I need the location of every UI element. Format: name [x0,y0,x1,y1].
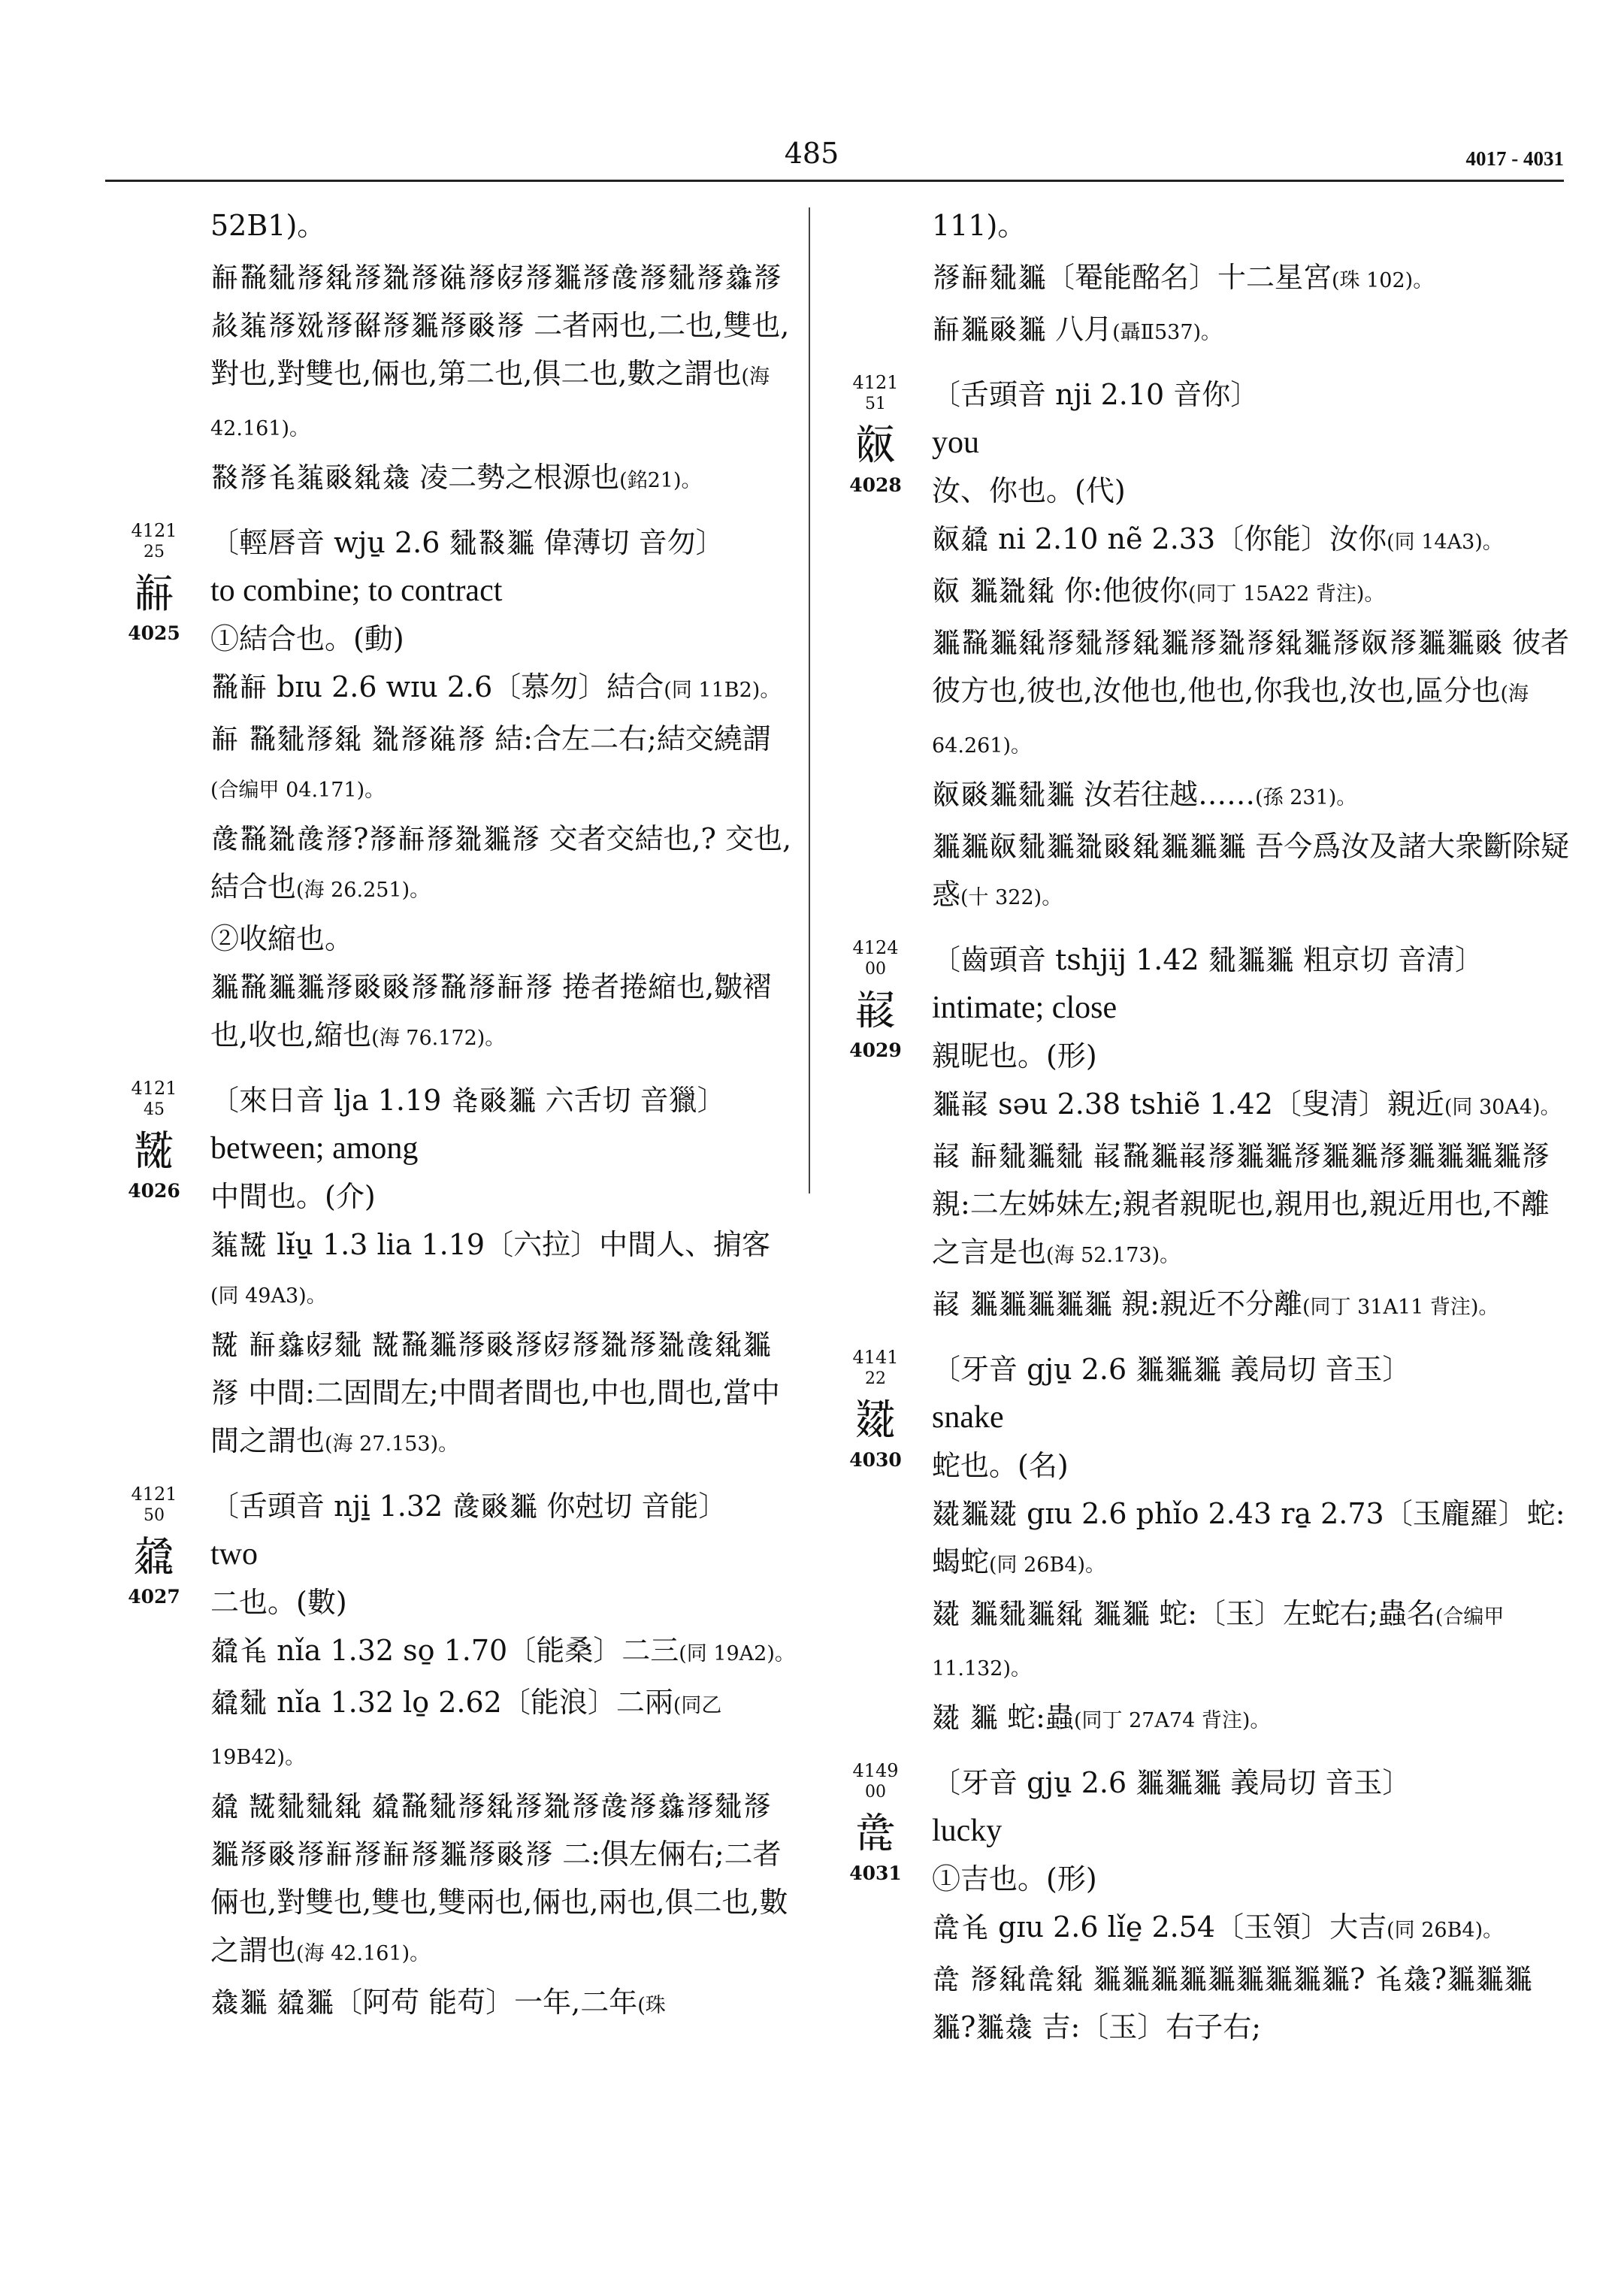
example-line: 𘕊𘙇 nǐa 1.32 lo̱ 2.62〔能浪〕二兩(同乙 19B42)。 [210,1686,722,1769]
example-line: 𘐛𘜸𘐛𘊝𘃡𘙇𘃡𘊝𘐛𘃡𘐓𘃡𘊝𘐛𘃡𘕛𘃡𘐛𘐛𘓱 彼者彼方也,彼也,汝他也,他也,你我也,汝也,區分也(海 64.261)。 [932,626,1570,758]
definition-line: 汝、你也。(代) [932,474,1126,507]
example-line: 𘕣 𘕋𘙇𘐛𘙇 𘕣𘜸𘐛𘕣𘃡𘐛𘐛𘃡𘐛𘐛𘃡𘐛𘐛𘐛𘐛𘃡 親:二左姊妹左;親者親昵也,親用也,親近用也,不離之言是也(海 52.173)。 [932,1139,1550,1269]
entry-code-sub: 51 [865,395,886,413]
entry-margin [105,1076,203,1203]
example-line: 𘕋 𘜸𘙇𘃡𘊝 𘐓𘃡𘌽𘃡 結:合左二右;結交繞謂(合编甲 04.171)。 [210,722,771,802]
example-line: 𘎑𘐛 𘕊𘐛〔阿苟 能苟〕一年,二年(珠 [210,1986,666,2019]
dictionary-entry [827,1759,1574,2055]
text-line: 111)。 [932,209,1027,242]
english-gloss: two [210,1537,258,1572]
entry-body [932,1759,1574,2055]
entry-margin [827,1759,924,1885]
entry-number: 4027 [128,1586,180,1608]
example-line: 𘕛 𘐛𘐓𘊝 你:他彼你(同丁 15A22 背注)。 [932,574,1385,607]
entry-number: 4026 [128,1180,180,1202]
example-line: 𘕛𘕊 ni 2.10 nẽ 2.33〔你能〕汝你(同 14A3)。 [932,522,1503,555]
example-line: 𘕚 𘕋𘗂𘊴𘙇 𘕚𘜸𘐛𘃡𘓱𘃡𘊴𘃡𘐓𘃡𘐓𘖪𘊝𘐛𘃡 中間:二固間左;中間者間也,中也,間也,當中間之謂也(海 27.153)。 [210,1328,780,1457]
entry-number: 4025 [128,622,180,644]
left-continuation [105,201,797,505]
headword-glyph: 𘖝 [854,1809,897,1858]
pronunciation-line: 〔舌頭音 nji̱ 1.32 𘖪𘓱𘐛 你尅切 音能〕 [210,1490,727,1523]
english-gloss: between; among [210,1131,419,1166]
entry-body [210,1076,797,1469]
dictionary-entry [105,1482,797,2030]
dictionary-entry [827,1345,1574,1745]
text-line: 𘃡𘕋𘙇𘐛〔罨能酩名〕十二星宮(珠 102)。 [932,261,1434,294]
dictionary-entry [827,371,1574,922]
entry-code-sub: 25 [144,543,165,561]
entry-number: 4030 [849,1449,902,1471]
definition-line: 中間也。(介) [210,1180,376,1213]
example-line: 𘕊𘍐 nǐa 1.32 so̱ 1.70〔能桑〕二三(同 19A2)。 [210,1634,795,1667]
right-column [827,201,1574,2055]
pronunciation-line: 〔舌頭音 nji 2.10 音你〕 [932,378,1260,411]
text-line: 𘕋𘐛𘓱𘐛 八月(聶Ⅱ537)。 [932,313,1222,346]
dictionary-entry [105,519,797,1063]
definition-line: 二也。(數) [210,1586,347,1619]
entry-range: 4017 - 4031 [1465,147,1564,170]
headword-glyph: 𘖕 [854,1396,897,1445]
entry-code: 4124 [852,937,899,958]
entry-code: 4121 [131,1078,177,1099]
headword-glyph: 𘕣 [854,986,897,1035]
entry-code-sub: 22 [865,1369,886,1388]
example-line: 𘖪𘜸𘐓𘖪𘃡?𘃡𘕋𘃡𘐓𘐛𘃡 交者交結也,? 交也,結合也(海 26.251)。 [210,822,792,903]
text-line: 𘕋𘜸𘙇𘃡𘊝𘃡𘐓𘃡𘌽𘃡𘊴𘃡𘐛𘃡𘖪𘃡𘙇𘃡𘗂𘃡𘉅𘐇𘃡𘋩𘃡𘇂𘃡𘐛𘃡𘓱𘃡 二者兩也,二也,雙也,對也,對雙也,倆也,第二也,俱二也,數之謂也(海 42.161)。 [210,261,790,440]
pronunciation-line: 〔牙音 gju̱ 2.6 𘐛𘐛𘐛 義局切 音玉〕 [932,1766,1411,1799]
example-line: 𘕣 𘐛𘐛𘐛𘐛𘐛 親:親近不分離(同丁 31A11 背注)。 [932,1287,1499,1321]
example-line: 𘖝 𘃡𘊝𘖝𘊝 𘐛𘐛𘐛𘐛𘐛𘐛𘐛𘐛𘐛? 𘍐𘎑?𘐛𘐛𘐛𘐛?𘐛𘎑 吉:〔玉〕右子右; [932,1962,1532,2044]
entry-margin [827,371,924,497]
entry-body [932,371,1574,922]
entry-margin [105,1482,203,1608]
entry-code: 4149 [852,1760,899,1781]
example-line: 𘕊 𘕚𘙇𘙇𘊝 𘕊𘜸𘙇𘃡𘊝𘃡𘐓𘃡𘖪𘃡𘗂𘃡𘙇𘃡𘐛𘃡𘓱𘃡𘕋𘃡𘕋𘃡𘐛𘃡𘓱𘃡 二:俱左倆右;二者倆也,對雙也,雙也,雙兩也,倆也,兩也,俱二也,數之謂也(海 42.161)。 [210,1789,788,1967]
definition-line: 親昵也。(形) [932,1039,1097,1072]
english-gloss: to combine; to contract [210,573,503,608]
english-gloss: lucky [932,1814,1003,1848]
entry-body [210,1482,797,2030]
entry-body [932,936,1574,1332]
page-number: 485 [784,137,839,170]
example-line: 𘐛𘐛𘕛𘙇𘐛𘐓𘓱𘊝𘐛𘐛𘐛 吾今爲汝及諸大衆斷除疑惑(十 322)。 [932,830,1570,911]
dictionary-entry [105,1076,797,1469]
example-line: 𘖕 𘐛 蛇:蟲(同丁 27A74 背注)。 [932,1701,1271,1734]
entry-code-sub: 45 [144,1100,165,1119]
headword-glyph: 𘕋 [133,569,175,618]
column-divider [809,207,810,1193]
english-gloss: snake [932,1400,1004,1435]
entry-code: 4121 [852,372,899,393]
text-line: 𘜶𘃡𘍐𘐇𘓱𘊝𘎑 凌二勢之根源也(銘21)。 [210,461,702,494]
header-rule [105,180,1564,182]
headword-glyph: 𘕊 [133,1532,175,1581]
pronunciation-line: 〔來日音 lja 1.19 𘑗𘓱𘐛 六舌切 音獵〕 [210,1084,726,1117]
entry-code-sub: 50 [144,1506,165,1525]
entry-margin [827,936,924,1062]
example-line: 𘕛𘓱𘐛𘙇𘐛 汝若往越……(孫 231)。 [932,778,1357,811]
entry-body [210,519,797,1063]
example-line: 𘖝𘍐 gɪu 2.6 lǐe̱ 2.54〔玉領〕大吉(同 26B4)。 [932,1910,1504,1944]
definition-line: ①結合也。(動) [210,622,404,655]
entry-margin [105,519,203,645]
entry-code-sub: 00 [865,1783,886,1802]
right-continuation [827,201,1574,357]
entry-number: 4029 [849,1039,902,1061]
entry-code: 4121 [131,520,177,541]
entry-code: 4141 [852,1347,899,1368]
headword-glyph: 𘕚 [133,1127,175,1175]
example-line: 𘐛𘕣 səu 2.38 tshiẽ 1.42〔叟清〕親近(同 30A4)。 [932,1088,1561,1121]
entry-code: 4121 [131,1484,177,1505]
definition-line: 蛇也。(名) [932,1449,1069,1482]
example-line: 𘜸𘕋 bɪu 2.6 wɪu 2.6〔慕勿〕結合(同 11B2)。 [210,670,781,703]
dictionary-entry [827,936,1574,1332]
example-line: 𘖕 𘐛𘙇𘐛𘊝 𘐛𘐛 蛇:〔玉〕左蛇右;蟲名(合编甲 11.132)。 [932,1597,1505,1681]
text-line: 52B1)。 [210,209,326,242]
left-column [105,201,797,2030]
english-gloss: you [932,425,979,460]
example-line: 𘖕𘐛𘖕 gɪu 2.6 phǐo 2.43 ra̱ 2.73〔玉龐羅〕蛇:蝎蛇(同 26B4)。 [932,1497,1565,1578]
example-line: 𘐛𘜸𘐛𘐛𘃡𘓱𘓱𘃡𘜸𘃡𘕋𘃡 捲者捲縮也,皺褶也,收也,縮也(海 76.172)。 [210,970,772,1051]
english-gloss: intimate; close [932,991,1117,1025]
entry-number: 4028 [849,474,902,496]
entry-margin [827,1345,924,1472]
pronunciation-line: 〔牙音 gju̱ 2.6 𘐛𘐛𘐛 義局切 音玉〕 [932,1353,1411,1386]
definition-line: ②收縮也。 [210,922,354,955]
headword-glyph: 𘕛 [854,421,897,470]
definition-line: ①吉也。(形) [932,1862,1097,1895]
pronunciation-line: 〔輕唇音 wju̱ 2.6 𘙇𘜶𘐛 偉薄切 音勿〕 [210,526,724,559]
entry-code-sub: 00 [865,960,886,979]
entry-number: 4031 [849,1862,902,1884]
pronunciation-line: 〔齒頭音 tshjij 1.42 𘙇𘐛𘐛 粗京切 音清〕 [932,943,1483,976]
entry-body [932,1345,1574,1745]
example-line: 𘐇𘕚 lɨ̆u̱ 1.3 lia 1.19〔六拉〕中間人、掮客(同 49A3)。 [210,1228,771,1308]
